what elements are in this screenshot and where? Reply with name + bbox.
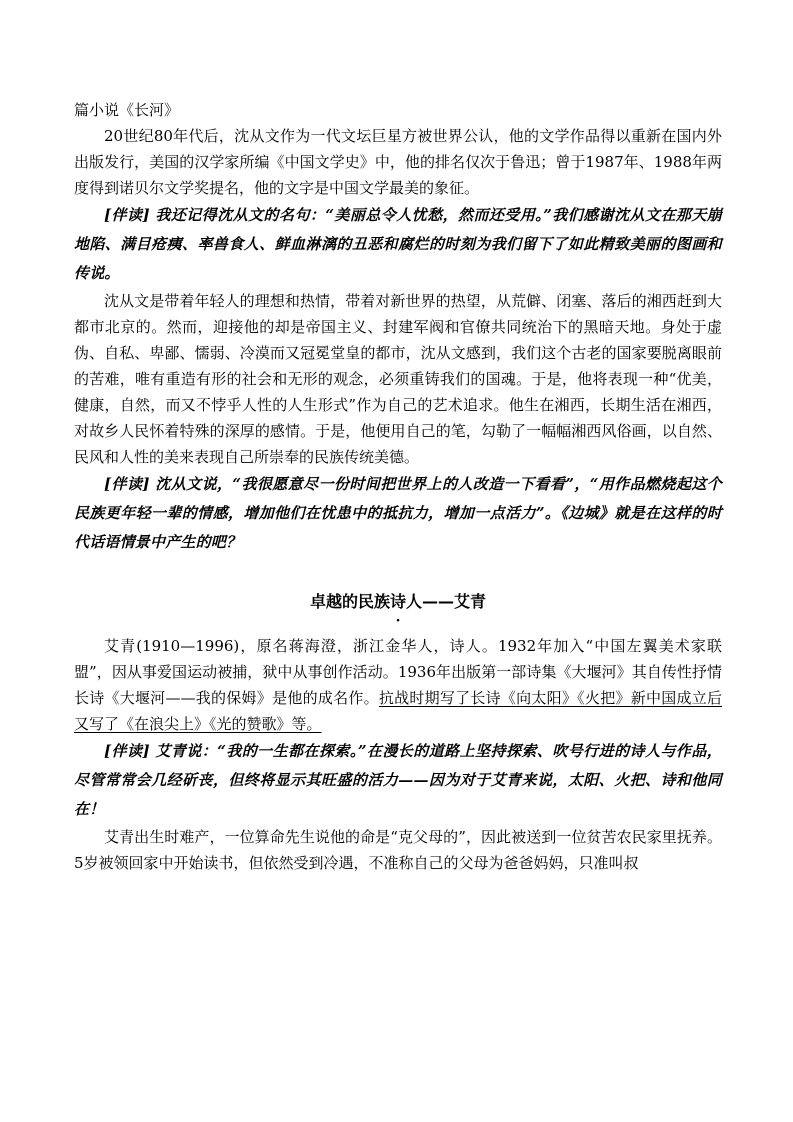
- paragraph-ai-qing-childhood: 艾青出生时难产，一位算命先生说他的命是“克父母的”，因此被送到一位贫苦农民家里抚养。5岁被领回家中开始读书，但依然受到冷遇，不准称自己的父母为爸爸妈妈，只准叫叔: [74, 828, 722, 872]
- document-page: [74, 97, 722, 876]
- section-title-dot: ·: [395, 613, 401, 629]
- section-title-ai-qing: 卓越的民族诗人——艾青: [309, 592, 486, 611]
- ai-qing-bio-underlined: 抗战时期写了长诗《向太阳》《火把》新中国成立后又写了《在浪尖上》《光的赞歌》等。: [74, 689, 722, 733]
- reading-comment-1: [伴读] 我还记得沈从文的名句：“美丽总令人忧愁，然而还受用。”我们感谢沈从文在那天崩地陷、满目疮痍、率兽食人、鲜血淋漓的丑恶和腐烂的时刻为我们留下了如此精致美丽的图画和传说。: [74, 206, 722, 282]
- paragraph-shen-congwen-ideals: 沈从文是带着年轻人的理想和热情，带着对新世界的热望，从荒僻、闭塞、落后的湘西赶到大都市北京的。然而，迎接他的却是帝国主义、封建军阀和官僚共同统治下的黑暗天地。身处于虚伪、自私、卑鄙、懦弱、冷漠而又冠冕堂皇的都市，沈从文感到，我们这个古老的国家要脱离眼前的苦难，唯有重造有形的社会和无形的观念，必须重铸我们的国魂。于是，他将表现一种“优美，健康，自然，而又不悖乎人性的人生形式”作为自己的艺术追求。他生在湘西，长期生活在湘西，对故乡人民怀着特殊的深厚的感情。于是，他便用自己的笔，勾勒了一幅幅湘西风俗画，以自然、民风和人性的美来表现自己所崇奉的民族传统美德。: [74, 292, 722, 466]
- paragraph-shen-congwen-recognition: 20世纪80年代后，沈从文作为一代文坛巨星方被世界公认，他的文学作品得以重新在国内外出版发行，美国的汉学家所编《中国文学史》中，他的排名仅次于鲁迅；曾于1987年、1988年两度得到诺贝尔文学奖提名，他的文字是中国文学最美的象征。: [74, 127, 722, 197]
- paragraph-continuation: 篇小说《长河》: [74, 101, 180, 119]
- ai-qing-bio-text: 艾青(1910—1996)，原名蒋海澄，浙江金华人，诗人。1932年加入“中国左翼美术家联盟”，因从事爱国运动被捕，狱中从事创作活动。1936年出版第一部诗集《大堰河》其自传性抒情长诗《大堰河——我的保姆》是他的成名作。: [74, 637, 722, 707]
- paragraph-ai-qing-bio: [74, 633, 722, 737]
- reading-comment-2: [伴读] 沈从文说，“我很愿意尽一份时间把世界上的人改造一下看看”，“用作品燃烧起这个民族更年轻一辈的情感，增加他们在忧患中的抵抗力，增加一点活力”。《边城》就是在这样的时代话语情景中产生的吧？: [74, 475, 722, 551]
- reading-comment-3: [伴读] 艾青说：“我的一生都在探索。”在漫长的道路上坚持探索、吹号行进的诗人与作品，尽管常常会几经斫丧，但终将显示其旺盛的活力——因为对于艾青来说，太阳、火把、诗和他同在！: [74, 742, 722, 818]
